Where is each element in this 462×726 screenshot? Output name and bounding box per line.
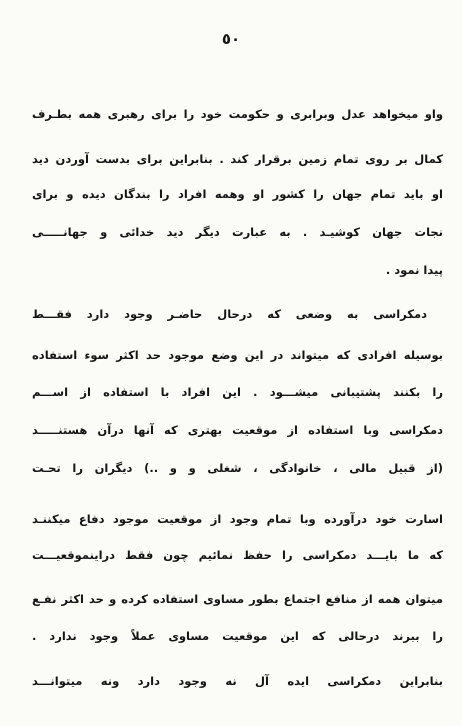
text-line: کمال بر روی تمام زمین برقرار کند . بنابراین برای بدست آوردن دید: [32, 152, 443, 166]
text-line: اسارت خود درآورده وبا تمام وجود از موقعیت موجود دفاع میکننـد: [32, 512, 443, 526]
text-line: را ببرند درحالی که این موقعیت مساوی عملاً وجود ندارد .: [32, 629, 443, 643]
text-line: (از قبیل مالی ، خانوادگی ، شغلی و و ..) دیگران را تحـت: [32, 461, 443, 475]
text-line: بنابراین دمکراسی ایده آل نه وجود دارد ونه میتوانـــد: [32, 674, 443, 688]
text-line: را بکنند پشتیبانی میشـــود . این افراد با استفاده از اســـم: [32, 385, 443, 399]
text-line: که ما بایـــد دمکراسی را حفظ نمائیم چون فقط دراینموقعیـــت: [32, 548, 443, 562]
text-line: او باید تمام جهان را کشور او وهمه افراد را بندگان دیده و برای: [32, 187, 443, 201]
text-line: پیدا نمود .: [385, 263, 443, 277]
text-line: بوسیله افرادی که میتواند در این وضع موجود حد اکثر سوء استفاده: [32, 348, 443, 362]
text-line: دمکراسی به وضعی که درحال حاضـر وجود دارد فقـــط: [32, 307, 427, 321]
text-line: میتوان همه از منافع اجتماع بطور مساوی استفاده کرده و حد اکثر نفـع: [32, 592, 443, 606]
text-line: واو میخواهد عدل وبرابری و حکومت خود را برای رهبری همه بطـرف: [32, 107, 443, 121]
text-line: دمکراسی وبا استفاده از موقعیت بهتری که آنها درآن هستنـــــد: [32, 423, 443, 437]
page-number: ٥٠: [221, 30, 241, 48]
text-line: نجات جهان کوشیـد . به عبارت دیگر دید خدائی و جهانـــــی: [32, 225, 443, 239]
